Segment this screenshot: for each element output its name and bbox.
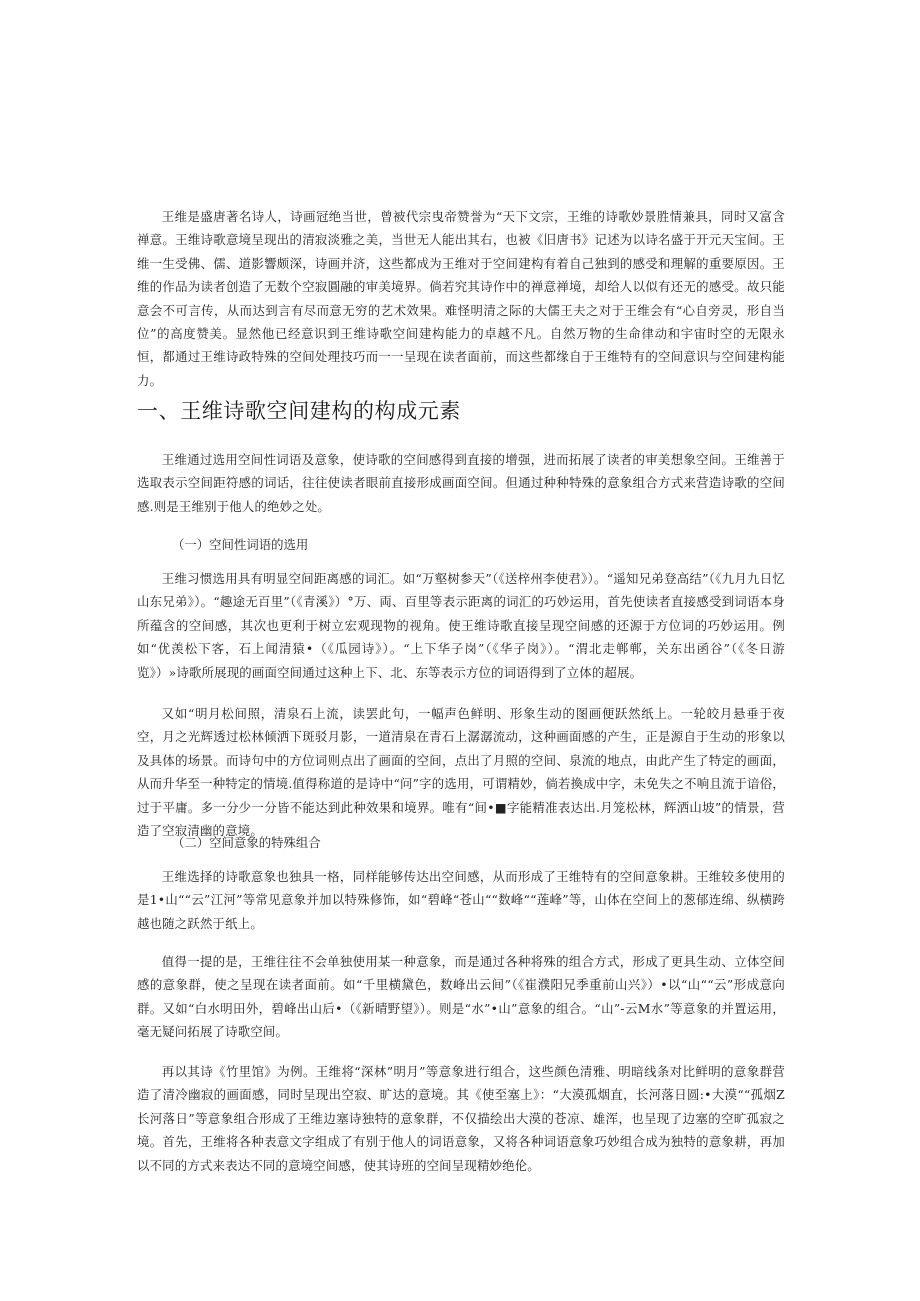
spatial-words-paragraph-2: 又如“明月松间照，清泉石上流，读罢此句，一幅声色鲜明、形象生动的图画便跃然纸上。一轮皎月悬垂于夜空，月之光辉透过松林倾洒下斑驳月影，一道清泉在青石上潺潺流动，这种画面感的产生，正是源自于生动的形象以及具体的场景。而诗句中的方位词则点出了画面的空间，点出了月照的空间、泉流的地点，由此产生了特定的画面，从而升华至一种特定的情境.值得称道的是诗中“问”字的选用，可谓精妙，倘若換成中字，未免失之不响且流于谙俗，过于平庸。多一分少一分皆不能达到此种效果和境界。唯有“间•■字能精准表达出.月笼松林，辉洒山坡”的情景，营造了空寂清幽的意境。	[137, 706, 785, 839]
subheading-imagery-combination: （二）空间意象的特殊组合	[172, 835, 321, 850]
intro-paragraph: 王维是盛唐著名诗人，诗画冠绝当世，曾被代宗曳帝赞誉为“天下文宗，王维的诗歌妙景胜情兼具，同时又富含禅意。王维诗歌意境呈现出的清寂淡雅之美，当世无人能出其右，也被《旧唐书》记述为以诗名盛于开元天宝间。王维一生受佛、儒、道影響颇深，诗画并济，这些都成为王维对于空间建构有着自己独到的感受和理解的重要原因。王维的作品为读者创造了无数个空寂圓融的审美境界。倘若究其诗作中的禅意禅境，却给人以似有还无的感受。故只能意会不可言传，从而达到言有尽而意无穷的艺术效果。难怪明清之际的大儒王夫之对于王维会有“心自旁灵，形自当位”的高度赞美。显然他已经意识到王维诗歌空间建构能力的卓越不凡。自然万物的生命律动和宇宙时空的无限永恒，都通过王维诗政特殊的空间处理技巧而一一呈现在读者面前，而这些都缘自于王维特有的空间意识与空间建构能力。	[137, 209, 785, 388]
imagery-paragraph-1: 王维选择的诗歌意象也独具一格，同样能够传达出空间感，从而形成了王维特有的空间意象耕。王维较多使用的是1•山““云”江河”等常见意象并加以特殊修饰，如“碧峰“苍山““数峰““莲峰”等，山体在空间上的葱郁连绵、纵横跨越也随之跃然于纸上。	[137, 869, 785, 931]
imagery-paragraph-2: 值得一提的是，王维往往不会单独使用某一种意象，而是通过各种将殊的组合方式，形成了更具生动、立体空间感的意象群，使之呈现在读者面前。如“千里横黛色，数峰出云间”（《崔濮阳兄季重前山兴》）•以“山““云”形成意向群。又如“白水明田外，碧峰出山后•（《新晴野望》）。则是“水”•山”意象的组合。“山”-云M水”等意象的并置运用，毫无疑问拓展了诗歌空间。	[137, 954, 785, 1040]
imagery-paragraph-3: 再以其诗《竹里馆》为例。王维将“深林”明月”等意象进行组合，这些颜色清雅、明暗线条对比鲜明的意象群营造了清冷幽寂的画面感，同时呈现出空寂、旷达的意境。其《使至塞上》：“大漠孤烟直，长河落日圆:•大漠““孤烟Z长河落日”等意象组合形成了王维边塞诗独特的意象群，不仅描绘出大漠的苍凉、雄浑，也呈现了边塞的空旷孤寂之境。首先，王维将各种表意文字组成了有别于他人的词语意象，又将各种词语意象巧妙组合成为独特的意象耕，再加以不同的方式来表达不同的意境空间感，使其诗班的空间呈现精妙绝伦。	[137, 1064, 785, 1173]
section-intro-paragraph: 王维通过选用空间性词语及意象，使诗歌的空间感得到直接的增强，进而拓展了读者的审美想象空间。王维善于选取表示空间距符感的词话，往往使读者眼前直接形成画面空间。但通过种种特殊的意象组合方式来营造诗歌的空间感.则是王维别于他人的绝妙之处。	[137, 452, 785, 514]
spatial-words-paragraph-1: 王维习惯选用具有明显空间距离感的词汇。如“万壑树参天”（《送梓州李使君》）。“遥知兄弟登高结”（《九月九日忆山东兄弟》）。“趣途无百里”（《青溪》）°万、両、百里等表示距离的词汇的巧妙运用，首先使读者直接感受到词语本身所蕴含的空间感，其次也更利于树立宏观现物的视角。使王维诗歌直接呈现空间感的还源于方位词的巧妙运用。例如“优羡松下客，石上闻清猿•（《瓜园诗》）。“上下华子岗”（《华子岗》）。“渭北走郸郸，关东出函谷”（《冬日游览》）»诗歌所展现的画面空间通过这种上下、北、东等表示方位的词语得到了立体的超展。	[137, 571, 785, 680]
section-heading: 一、王维诗歌空间建构的构成元素	[137, 399, 461, 423]
subheading-spatial-words: （一）空间性词语的选用	[172, 537, 309, 552]
